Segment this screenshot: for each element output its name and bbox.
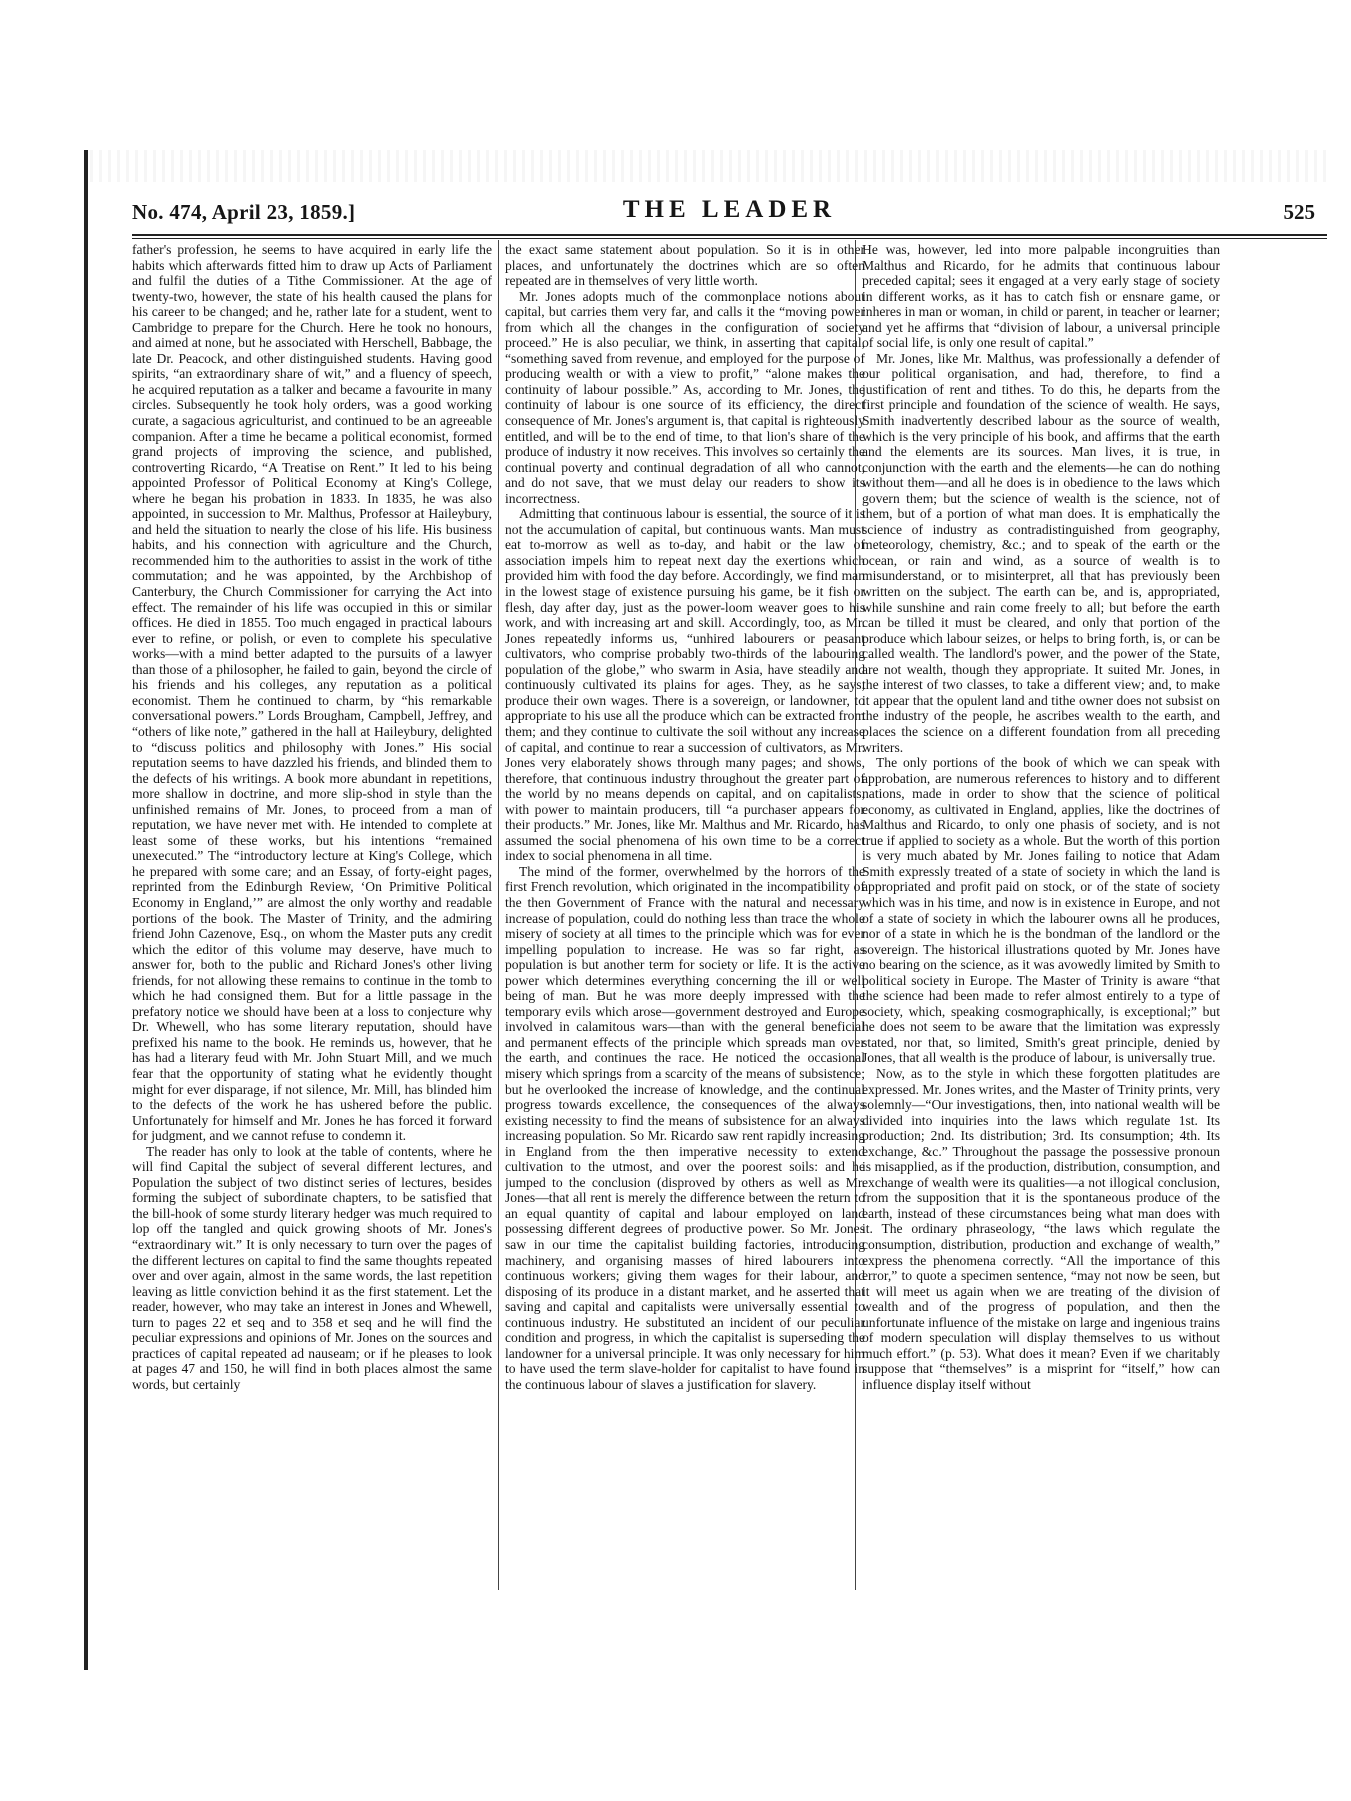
paragraph: father's profession, he seems to have acquired in early life the habits which afterwards fitted him to draw up Acts of Parliament and fulfil the duties of a Tithe Commissioner. At the age of twenty-two, however, the state of his health caused the plans for his career to be changed; and he, rather late for a student, went to Cambridge to prepare for the Church. Here he took no honours, and aimed at none, but he associated with Herschell, Babbage, the late Dr. Peacock, and other distinguished students. Having good spirits, “an extraordinary share of wit,” and a fluency of speech, he acquired reputation as a talker and became a favourite in many circles. Subsequently he took holy orders, was a good working curate, a sagacious agriculturist, and continued to be an agreeable companion. After a time he became a political economist, formed grand projects of improving the science, and published, controverting Ricardo, “A Treatise on Rent.” It led to his being appointed Professor of Political Economy at King's College, where he began his probation in 1833. In 1835, he was also appointed, in succession to Mr. Malthus, Professor at Haileybury, and held the situation to nearly the close of his life. His business habits, and his connection with agriculture and the Church, recommended him to the authorities to assist in the work of tithe commutation; and he was appointed, by the Archbishop of Canterbury, the Church Commissioner for carrying the Act into effect. The remainder of his life was occupied in this or similar offices. He died in 1855. Too much engaged in practical labours ever to refine, or polish, or even to complete his speculative works—with a mind better adapted to the pursuits of a lawyer than those of a philosopher, he failed to gain, beyond the circle of his friends and his colleges, any reputation as a political economist. Them he continued to charm, by “his remarkable conversational powers.” Lords Brougham, Campbell, Jeffrey, and “others of like note,” gathered in the hall at Haileybury, delighted to “discuss politics and philosophy with Jones.” His social reputation seems to have dazzled his friends, and blinded them to the defects of his writings. A book more abundant in repetitions, more shallow in doctrine, and more slip-shod in style than the unfinished remains of Mr. Jones, to proceed from a man of reputation, we have never met with. He intended to complete at least some of these works, but his intentions “remained unexecuted.” The “introductory lecture at King's College, which he prepared with some care; and an Essay, of forty-eight pages, reprinted from the Edinburgh Review, ‘On Primitive Political Economy in England,’” are almost the only worthy and readable portions of the book. The Master of Trinity, and the admiring friend John Cazenove, Esq., on whom the Master puts any credit which the editor of this volume may deserve, have much to answer for, both to the public and Richard Jones's other living friends, for not allowing these remains to continue in the tomb to which he had consigned them. But for a little passage in the prefatory notice we should have been at a loss to conjecture why Dr. Whewell, who has some literary reputation, should have prefixed his name to the book. He reminds us, however, that he has had a literary feud with Mr. John Stuart Mill, and we much fear that the opportunity of stating what he evidently thought might for ever disparage, if not silence, Mr. Mill, has blinded him to the defects of the work he has ushered before the public. Unfortunately for himself and Mr. Jones he has forced it forward for judgment, and we cannot refuse to condemn it. (132, 242, 492, 1144)
binding-margin-rule (84, 150, 88, 1670)
paragraph: Mr. Jones adopts much of the commonplace notions about capital, but carries them very far, and calls it the “moving power from which all the changes in the configuration of society proceed.” He is also peculiar, we think, in asserting that capital, “something saved from revenue, and employed for the purpose of producing wealth or with a view to profit,” “alone makes the continuity of labour possible.” As, according to Mr. Jones, the continuity of labour is one source of its efficiency, the direct consequence of Mr. Jones's argument is, that capital is righteously entitled, and will be to the end of time, to that lion's share of the produce of industry it now receives. This involves so certainly the continual poverty and continual degradation of all who cannot, and do not save, that we must delay our readers to show its incorrectness. (505, 288, 865, 506)
page-number: 525 (1283, 200, 1315, 224)
masthead-title: THE LEADER (622, 196, 837, 223)
paragraph: The mind of the former, overwhelmed by the horrors of the first French revolution, which originated in the incompatibility of the then Government of France with the natural and necessary increase of population, could do nothing less than trace the whole misery of society at all times to the principle which was for ever impelling population to increase. He was so far right, as population is but another term for society or life. It is the active power which determines everything concerning the ill or well being of man. But he was more deeply impressed with the temporary evils which arose—government destroyed and Europe involved in calamitous wars—than with the general beneficial and permanent effects of the principle which spreads man over the earth, and continues the race. He noticed the occasional misery which springs from a scarcity of the means of subsistence; but he overlooked the increase of knowledge, and the continual progress towards excellence, the consequences of the always existing necessity to find the means of subsistence for an always increasing population. So Mr. Ricardo saw rent rapidly increasing in England from the then imperative necessity to extend cultivation to the utmost, and over the poorest soils: and he jumped to the conclusion (disproved by others as well as Mr. Jones—that all rent is merely the difference between the return to an equal quantity of capital and labour employed on land possessing different degrees of productive power. So Mr. Jones saw in our time the capitalist building factories, introducing machinery, and organising masses of hired labourers into continuous workers; giving them wages for their labour, and disposing of its produce in a distant market, and he asserted that saving and capital and capitalists were universally essential to continuous industry. He substituted an incident of our peculiar condition and progress, in which the capitalist is superseding the landowner for a universal principle. It was only necessary for him to have used the term slave-holder for capitalist to have found in the continuous labour of slaves a justification for slavery. (505, 863, 865, 1392)
header-rule (132, 234, 1327, 239)
paragraph: The only portions of the book of which we can speak with approbation, are numerous references to history and to different nations, made in order to show that the science of political economy, as cultivated in England, applies, like the doctrines of Malthus and Ricardo, to only one phasis of society, and is not true if applied to society as a whole. But the worth of this portion is very much abated by Mr. Jones failing to notice that Adam Smith expressly treated of a state of society in which the land is appropriated and profit paid on stock, or of the state of society which was in his time, and now is in existence in Europe, and not of a state of society in which the labourer owns all he produces, nor of a state in which he is the bondman of the landlord or the sovereign. The historical illustrations quoted by Mr. Jones have no bearing on the science, as it was avowedly limited by Smith to political society in Europe. The Master of Trinity is aware “that the science had been made to refer almost entirely to a type of society, which, speaking cosmographically, is exceptional;” but he does not seem to be aware that the limitation was expressly stated, nor that, so limited, Smith's great principle, denied by Jones, that all wealth is the produce of labour, is universally true. (862, 755, 1220, 1066)
page-edge-texture (90, 150, 1330, 182)
paragraph: The reader has only to look at the table of contents, where he will find Capital the subject of several different lectures, and Population the subject of two distinct series of lectures, besides forming the subject of subordinate chapters, to be satisfied that the bill-hook of some sturdy literary hedger was much required to lop off the tangled and quick growing shoots of Mr. Jones's “extraordinary wit.” It is only necessary to turn over the pages of the different lectures on capital to find the same thoughts repeated over and over again, almost in the same words, the last repetition leaving as little conviction behind it as the first statement. Let the reader, however, who may take an interest in Jones and Whewell, turn to pages 22 et seq and to 358 et seq and he will find the peculiar expressions and opinions of Mr. Jones on the sources and practices of capital repeated ad nauseam; or if he pleases to look at pages 47 and 150, he will find in both places almost the same words, but certainly (132, 1143, 492, 1392)
paragraph: Now, as to the style in which these forgotten platitudes are expressed. Mr. Jones writes, and the Master of Trinity prints, very solemnly—“Our investigations, then, into national wealth will be divided into inquiries into the laws which regulate 1st. Its production; 2nd. Its distribution; 3rd. Its consumption; 4th. Its exchange, &c.” Throughout the passage the possessive pronoun is misapplied, as if the production, distribution, consumption, and exchange of wealth were its qualities—a not illogical conclusion, from the supposition that it is the spontaneous produce of the earth, instead of these circumstances being what man does with it. The ordinary phraseology, “the laws which regulate the consumption, distribution, production and exchange of wealth,” express the phenomena correctly. “All the importance of this error,” to quote a specimen sentence, “may not now be seen, but it will meet us again when we are treating of the division of wealth and of the progress of population, and then the unfortunate influence of the mistake on large and ingenious trains of modern speculation will display themselves to us without much effort.” (p. 53). What does it mean? Even if we charitably suppose that “themselves” is a misprint for “itself,” how can influence display itself without (862, 1065, 1220, 1392)
paragraph: Admitting that continuous labour is essential, the source of it is not the accumulation of capital, but continuous wants. Man must eat to-morrow as well as to-day, and habit or the law of association impels him to repeat next day the exertions which provided him with food the day before. Accordingly, we find man in the lowest stage of existence pursuing his game, be it fish or flesh, day after day, just as the power-loom weaver goes to his work, and with increasing art and skill. Accordingly, too, as Mr. Jones repeatedly informs us, “unhired labourers or peasant cultivators, who comprise probably two-thirds of the labouring population of the globe,” who swarm in Asia, have steadily and continuously cultivated its plains for ages. They, as he says, produce their own wages. There is a sovereign, or landowner, to appropriate to his use all the produce which can be extracted from them; and they continue to cultivate the soil without any increase of capital, and continue to rear a succession of cultivators, as Mr. Jones very elaborately shows through many pages; and shows, therefore, that continuous industry throughout the greater part of the world by no means depends on capital, and on capitalists, with power to maintain producers, till “a purchaser appears for their products.” Mr. Jones, like Mr. Malthus and Mr. Ricardo, has assumed the social phenomena of his own time to be a correct index to social phenomena in all time. (505, 506, 865, 864)
issue-date: No. 474, April 23, 1859.] (132, 200, 356, 224)
column-3 (862, 242, 1220, 1682)
page-header (132, 196, 1327, 232)
paragraph: Mr. Jones, like Mr. Malthus, was professionally a defender of our political organisation, and had, therefore, to find a justification of rent and tithes. To do this, he departs from the first principle and foundation of the science of wealth. He says, Smith inadvertently described labour as the source of wealth, which is the very principle of his book, and affirms that the earth and the elements are its sources. Man lives, it is true, in conjunction with the earth and the elements—he can do nothing without them—and all he does is in obedience to the laws which govern them; but the science of wealth is the science, not of them, but of a portion of what man does. It is emphatically the science of industry as contradistinguished from geography, meteorology, chemistry, &c.; and to speak of the earth or the ocean, or rain and wind, as a source of wealth is to misunderstand, or to misinterpret, all that has previously been written on the subject. The earth can be, and is, appropriated, while sunshine and rain come freely to all; but before the earth can be tilled it must be cleared, and only that portion of the produce which labour seizes, or helps to bring forth, is, or can be called wealth. The landlord's power, and the power of the State, are not wealth, though they appropriate. It suited Mr. Jones, in the interest of two classes, to take a different view; and, to make it appear that the opulent land and tithe owner does not subsist on the industry of the people, he ascribes wealth to the earth, and places the science on a different foundation from all preceding writers. (862, 350, 1220, 755)
paragraph: He was, however, led into more palpable incongruities than Malthus and Ricardo, for he admits that continuous labour preceded capital; sees it engaged at a very early stage of society in different works, as it has to catch fish or ensnare game, or inheres in man or woman, in child or parent, in teacher or learner; and yet he affirms that “division of labour, a universal principle of social life, is only one result of capital.” (862, 242, 1220, 351)
column-rule (498, 240, 499, 1590)
paragraph: the exact same statement about population. So it is in other places, and unfortunately the doctrines which are so often repeated are in themselves of very little worth. (505, 242, 865, 289)
column-2 (505, 242, 865, 1682)
column-1 (132, 242, 492, 1682)
